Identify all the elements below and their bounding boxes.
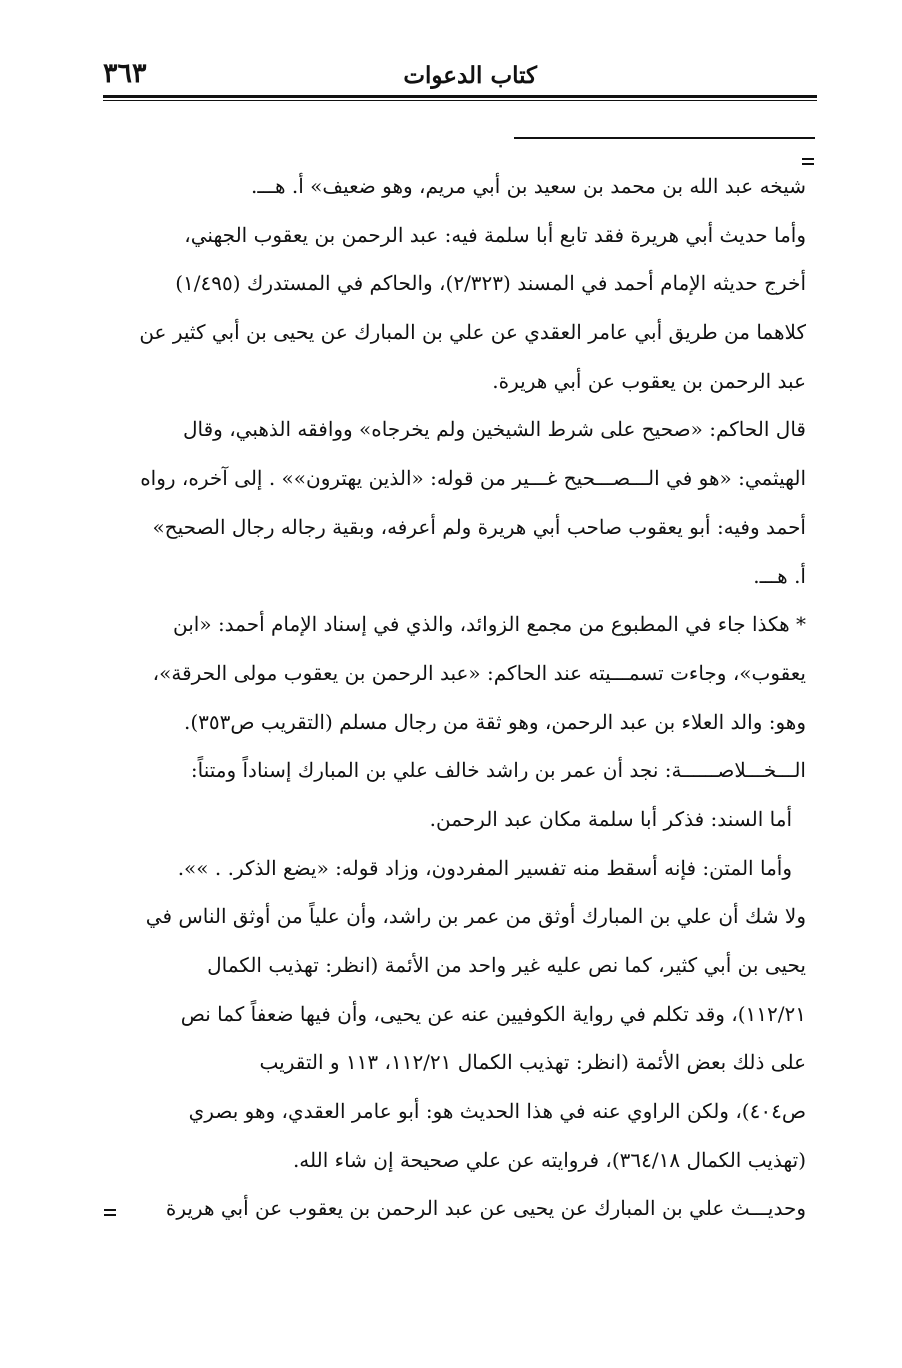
text-line: شيخه عبد الله بن محمد بن سعيد بن أبي مريم، وهو ضعيف» أ. هـــ. — [251, 174, 806, 198]
text-line: وأما المتن: فإنه أسقط منه تفسير المفردون، وزاد قوله: «يضع الذكر. . »». — [177, 855, 792, 880]
text-line: أخرج حديثه الإمام أحمد في المسند (٢/٣٢٣)، والحاكم في المستدرك (١/٤٩٥) — [175, 271, 806, 296]
text-line: وهو: والد العلاء بن عبد الرحمن، وهو ثقة من رجال مسلم (التقريب ص٣٥٣). — [183, 709, 806, 734]
text-line: * هكذا جاء في المطبوع من مجمع الزوائد، والذي في إسناد الإمام أحمد: «ابن — [173, 612, 806, 637]
text-line: وأما حديث أبي هريرة فقد تابع أبا سلمة فيه: عبد الرحمن بن يعقوب الجهني، — [184, 222, 806, 247]
footnote-separator — [514, 137, 815, 139]
text-line: على ذلك بعض الأئمة (انظر: تهذيب الكمال ١١٢/٢١، ١١٣ و التقريب — [259, 1050, 806, 1075]
header-rule-thick — [103, 95, 817, 98]
text-line: عبد الرحمن بن يعقوب عن أبي هريرة. — [492, 368, 806, 393]
text-line: ص٤٠٤)، ولكن الراوي عنه في هذا الحديث هو: أبو عامر العقدي، وهو بصري — [188, 1099, 806, 1124]
page-number: ٣٦٣ — [103, 58, 147, 89]
text-line: أحمد وفيه: أبو يعقوب صاحب أبي هريرة ولم أعرفه، وبقية رجاله رجال الصحيح» — [152, 514, 806, 539]
text-line: الهيثمي: «هو في الـــصـــحيح غـــير من قوله: «الذين يهترون»» . إلى آخره، رواه — [140, 466, 806, 491]
chapter-title: كتاب الدعوات — [403, 62, 537, 89]
running-header — [103, 58, 817, 94]
text-line: يعقوب»، وجاءت تسمـــيته عند الحاكم: «عبد الرحمن بن يعقوب مولى الحرقة»، — [152, 660, 806, 685]
text-line: أ. هـــ. — [753, 563, 806, 588]
continuation-mark-bottom — [104, 1209, 116, 1216]
text-line: ١١٢/٢١)، وقد تكلم في رواية الكوفيين عنه عن يحيى، وأن فيها ضعفاً كما نص — [180, 1001, 806, 1026]
text-line: (تهذيب الكمال ٣٦٤/١٨)، فروايته عن علي صحيحة إن شاء الله. — [292, 1147, 806, 1172]
text-line: قال الحاكم: «صحيح على شرط الشيخين ولم يخرجاه» ووافقه الذهبي، وقال — [183, 417, 806, 442]
text-line: كلاهما من طريق أبي عامر العقدي عن علي بن المبارك عن يحيى بن أبي كثير عن — [139, 320, 806, 345]
text-line: وحديـــث علي بن المبارك عن يحيى عن عبد الرحمن بن يعقوب عن أبي هريرة — [165, 1196, 806, 1221]
text-line: أما السند: فذكر أبا سلمة مكان عبد الرحمن. — [429, 806, 792, 831]
text-line: الـــخـــلاصــــــة: نجد أن عمر بن راشد خالف علي بن المبارك إسناداً ومتناً: — [190, 758, 806, 783]
footnote-body — [103, 162, 806, 1233]
text-line: ولا شك أن علي بن المبارك أوثق من عمر بن راشد، وأن علياً من أوثق الناس في — [145, 904, 806, 929]
header-rule-thin — [103, 100, 817, 101]
text-line: يحيى بن أبي كثير، كما نص عليه غير واحد من الأئمة (انظر: تهذيب الكمال — [207, 953, 806, 977]
